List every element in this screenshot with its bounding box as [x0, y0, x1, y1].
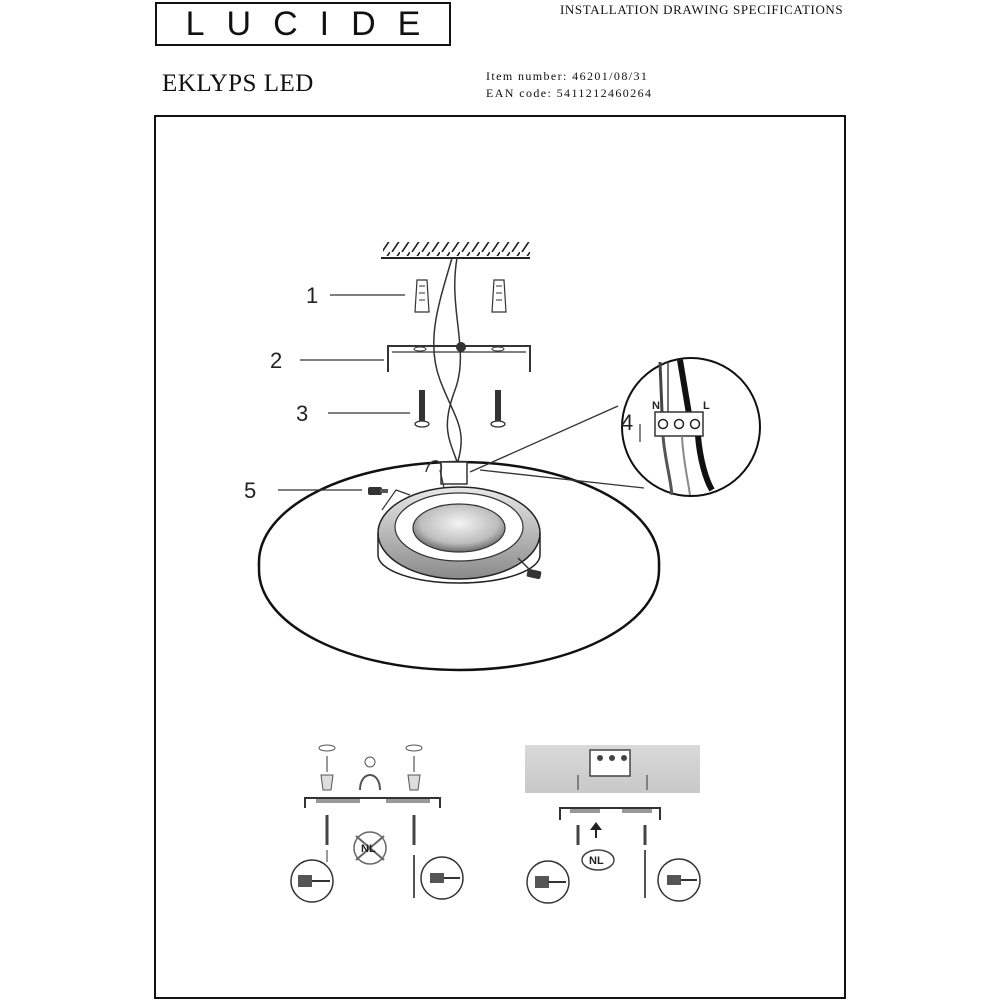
callout-1: 1: [306, 283, 319, 308]
luminaire-disc: [259, 462, 659, 670]
nl-badge-right: NL: [589, 855, 604, 867]
ean-code: EAN code: 5411212460264: [486, 86, 653, 100]
document-title: INSTALLATION DRAWING SPECIFICATIONS: [560, 2, 844, 17]
supply-cable: [434, 258, 462, 470]
wall-plug-icon: [415, 280, 506, 312]
callout-4: 4: [621, 410, 634, 435]
mounting-bracket-icon: [388, 342, 530, 372]
nl-badge-left: NL: [361, 843, 376, 855]
supply-cable-2: [447, 258, 460, 470]
item-number: Item number: 46201/08/31: [486, 69, 649, 83]
ceiling-hatch: [381, 242, 530, 258]
step-diagram-right: [525, 745, 700, 903]
neutral-label: N: [652, 400, 660, 412]
live-label: L: [703, 400, 710, 412]
screw-icon: [415, 390, 505, 427]
callout-3: 3: [296, 401, 309, 426]
callout-5: 5: [244, 478, 257, 503]
brand-logo-text: LUCIDE: [185, 4, 443, 43]
callout-2: 2: [270, 348, 283, 373]
product-name: EKLYPS LED: [162, 70, 314, 97]
step-diagram-left: [291, 745, 463, 902]
